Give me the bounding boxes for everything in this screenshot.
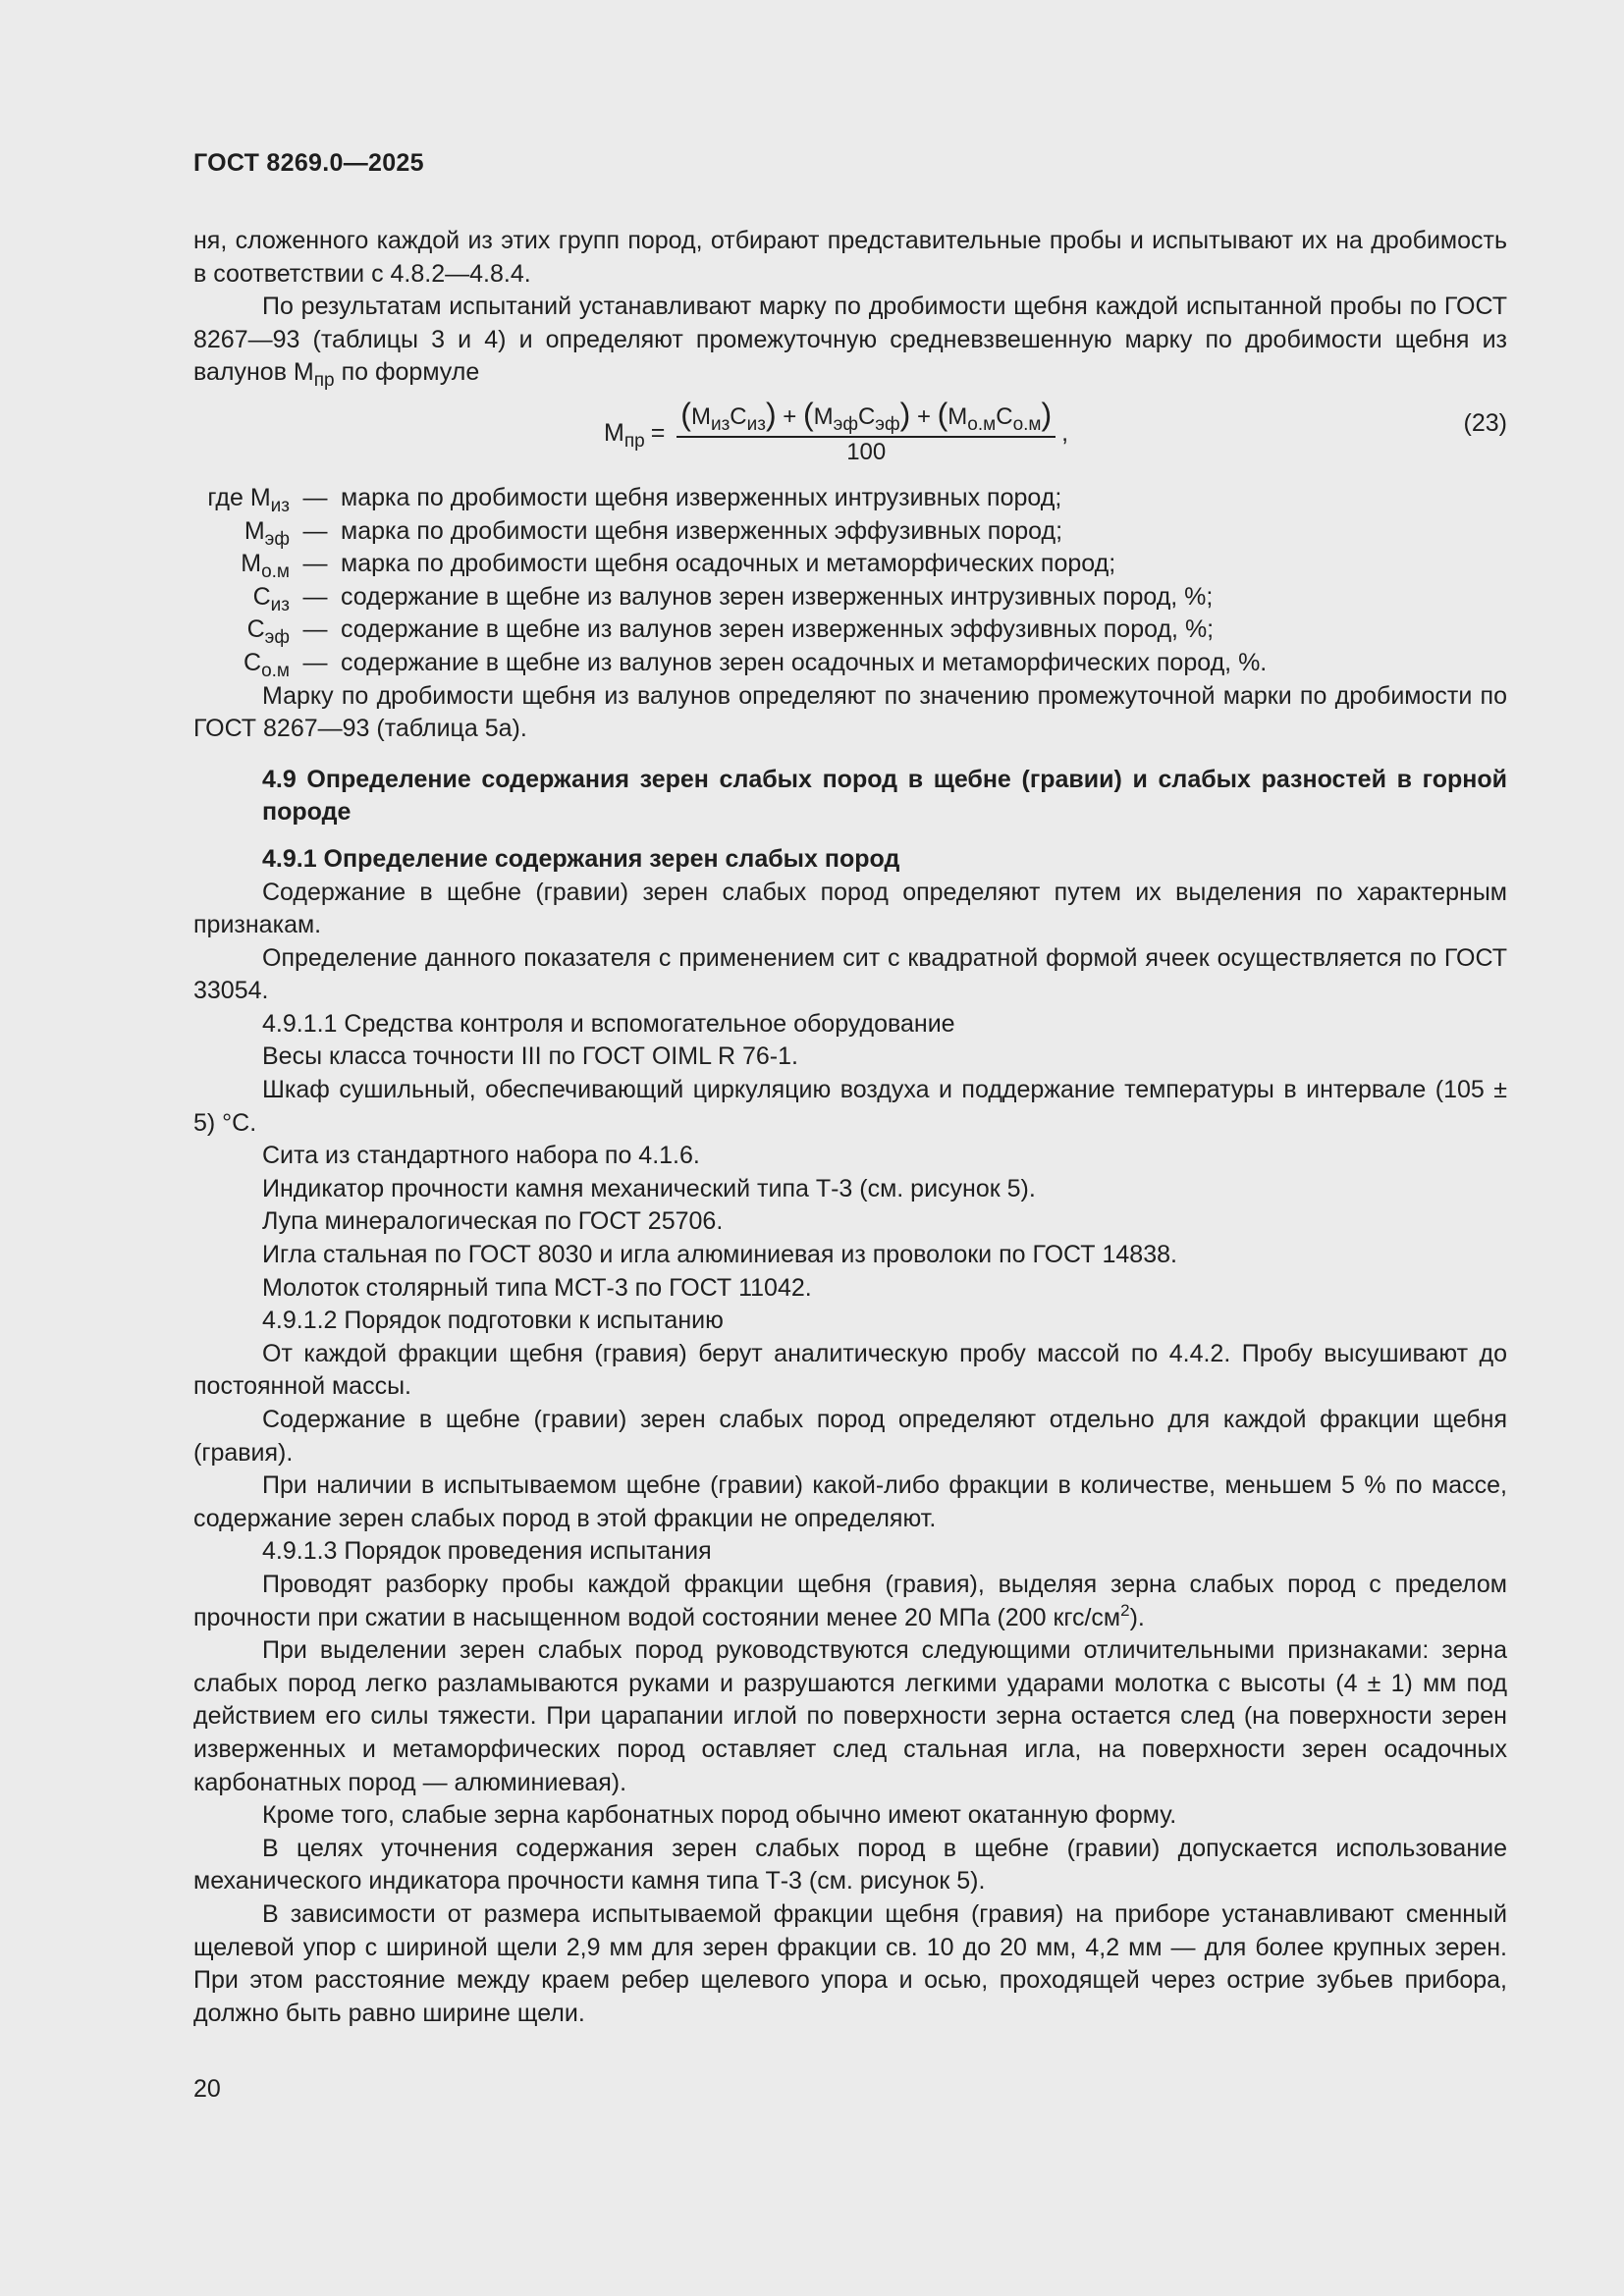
section-heading-4-9-1: 4.9.1 Определение содержания зерен слабых пород [262,844,900,873]
formula-equals: = [650,418,666,447]
paragraph: Марку по дробимости щебня из валунов определяют по значению промежуточной марки по дробимости по ГОСТ 8267—93 (таблица 5а). [193,681,1507,743]
where-symbol: $С_{из}$ [252,582,290,615]
list-item: Весы класса точности III по ГОСТ OIML R 76-1. [262,1042,798,1071]
where-row [193,614,1507,647]
where-row [193,548,1507,581]
where-symbol: $С_{о.м}$ [244,648,290,681]
subsection-heading-4-9-1-1: 4.9.1.1 Средства контроля и вспомогательное оборудование [262,1009,955,1038]
text: по формуле [334,358,480,387]
list-item: Шкаф сушильный, обеспечивающий циркуляцию воздуха и поддержание температуры в интервале (105 ± 5) °С. [193,1076,1507,1137]
paragraph: При наличии в испытываемом щебне (гравии) какой-либо фракции в количестве, меньшем 5 % по массе, содержание зерен слабых пород в этой фракции не определяют. [193,1471,1507,1532]
where-dash: — [302,615,328,644]
where-row [193,515,1507,549]
formula-fraction [677,396,1056,467]
where-description: марка по дробимости щебня изверженных интрузивных пород; [341,483,1062,511]
where-list [193,482,1507,680]
formula-block [193,394,1507,482]
text: ). [1129,1603,1145,1631]
list-item: Лупа минералогическая по ГОСТ 25706. [262,1207,724,1236]
list-item: Молоток столярный типа МСТ-3 по ГОСТ 11042. [262,1273,812,1302]
where-description: марка по дробимости щебня изверженных эффузивных пород; [341,516,1063,545]
paragraph: От каждой фракции щебня (гравия) берут аналитическую пробу массой по 4.4.2. Пробу высушивают до постоянной массы. [193,1339,1507,1401]
where-dash: — [302,516,328,545]
page-content [193,225,1507,2030]
where-symbol: $М_{о.м}$ [241,550,290,583]
where-dash: — [302,582,328,611]
subsection-heading-4-9-1-3: 4.9.1.3 Порядок проведения испытания [262,1537,712,1566]
document-header: ГОСТ 8269.0—2025 [193,149,424,177]
paragraph [193,1569,1507,1634]
where-row [193,647,1507,680]
where-symbol: $М_{эф}$ [244,516,290,550]
formula-lhs: $М_{пр}$ [604,418,645,452]
where-description: содержание в щебне из валунов зерен изверженных интрузивных пород, %; [341,582,1214,611]
where-symbol: $С_{эф}$ [246,615,290,649]
paragraph: Содержание в щебне (гравии) зерен слабых пород определяют отдельно для каждой фракции щебня (гравия). [193,1406,1507,1467]
paragraph: В целях уточнения содержания зерен слабых пород в щебне (гравии) допускается использование механического индикатора прочности камня типа Т-3 (см. рисунок 5). [193,1834,1507,1896]
paragraph [193,291,1507,390]
paragraph: Определение данного показателя с применением сит с квадратной формой ячеек осуществляется по ГОСТ 33054. [193,943,1507,1005]
formula [604,396,1069,467]
formula-denominator: 100 [846,438,887,465]
text: По результатам испытаний устанавливают марку по дробимости щебня каждой испытанной пробы по ГОСТ 8267—93 (таблицы 3 и 4) и определяют промежуточную средневзвешенную марку по дробимости щебня из валунов М [193,293,1507,387]
where-description: содержание в щебне из валунов зерен осадочных и метаморфических пород, %. [341,648,1268,676]
page-number: 20 [193,2075,221,2103]
equation-number: (23) [1463,408,1507,437]
subsection-heading-4-9-1-2: 4.9.1.2 Порядок подготовки к испытанию [262,1307,724,1335]
list-item: Игла стальная по ГОСТ 8030 и игла алюминиевая из проволоки по ГОСТ 14838. [262,1241,1177,1269]
superscript: 2 [1120,1600,1130,1620]
paragraph: В зависимости от размера испытываемой фракции щебня (гравия) на приборе устанавливают сменный щелевой упор с шириной щели 2,9 мм для зерен фракции св. 10 до 20 мм, 4,2 мм — для более крупных зерен. При этом расстояние между краем ребер щелевого упора и осью, проходящей через острие зубьев прибора, должно быть равно ширине щели. [193,1899,1507,2027]
subscript: пр [313,370,335,392]
formula-comma: , [1061,418,1069,447]
formula-numerator: $(М_{из}С_{из}) + (М_{эф}С_{эф}) + (М_{о.м}С_{о.м})$ [677,400,1056,438]
where-symbol: где $М_{из}$ [207,483,290,516]
where-row [193,482,1507,515]
paragraph: Кроме того, слабые зерна карбонатных пород обычно имеют окатанную форму. [262,1801,1177,1830]
where-dash: — [302,483,328,511]
paragraph: При выделении зерен слабых пород руководствуются следующими отличительными признаками: зерна слабых пород легко разламываются руками и разрушаются легкими ударами молотка с высоты (4 ± 1) мм под действием его силы тяжести. При царапании иглой по поверхности зерна остается след (на поверхности зерен изверженных и метаморфических пород оставляет след стальная игла, на поверхности зерен осадочных карбонатных пород — алюминиевая). [193,1636,1507,1796]
where-row [193,581,1507,614]
where-dash: — [302,648,328,676]
where-description: содержание в щебне из валунов зерен изверженных эффузивных пород, %; [341,615,1215,644]
paragraph: ня, сложенного каждой из этих групп пород, отбирают представительные пробы и испытывают их на дробимость в соответствии с 4.8.2—4.8.4. [193,227,1507,288]
list-item: Сита из стандартного набора по 4.1.6. [262,1142,700,1170]
paragraph: Содержание в щебне (гравии) зерен слабых пород определяют путем их выделения по характерным признакам. [193,878,1507,939]
where-description: марка по дробимости щебня осадочных и метаморфических пород; [341,550,1116,578]
list-item: Индикатор прочности камня механический типа Т-3 (см. рисунок 5). [262,1174,1036,1202]
where-dash: — [302,550,328,578]
text: Проводят разборку пробы каждой фракции щебня (гравия), выделяя зерна слабых пород с пределом прочности при сжатии в насыщенном водой состоянии менее 20 МПа (200 кгс/см [193,1570,1507,1631]
section-heading-4-9: 4.9 Определение содержания зерен слабых пород в щебне (гравии) и слабых разностей в горной породе [262,765,1507,827]
